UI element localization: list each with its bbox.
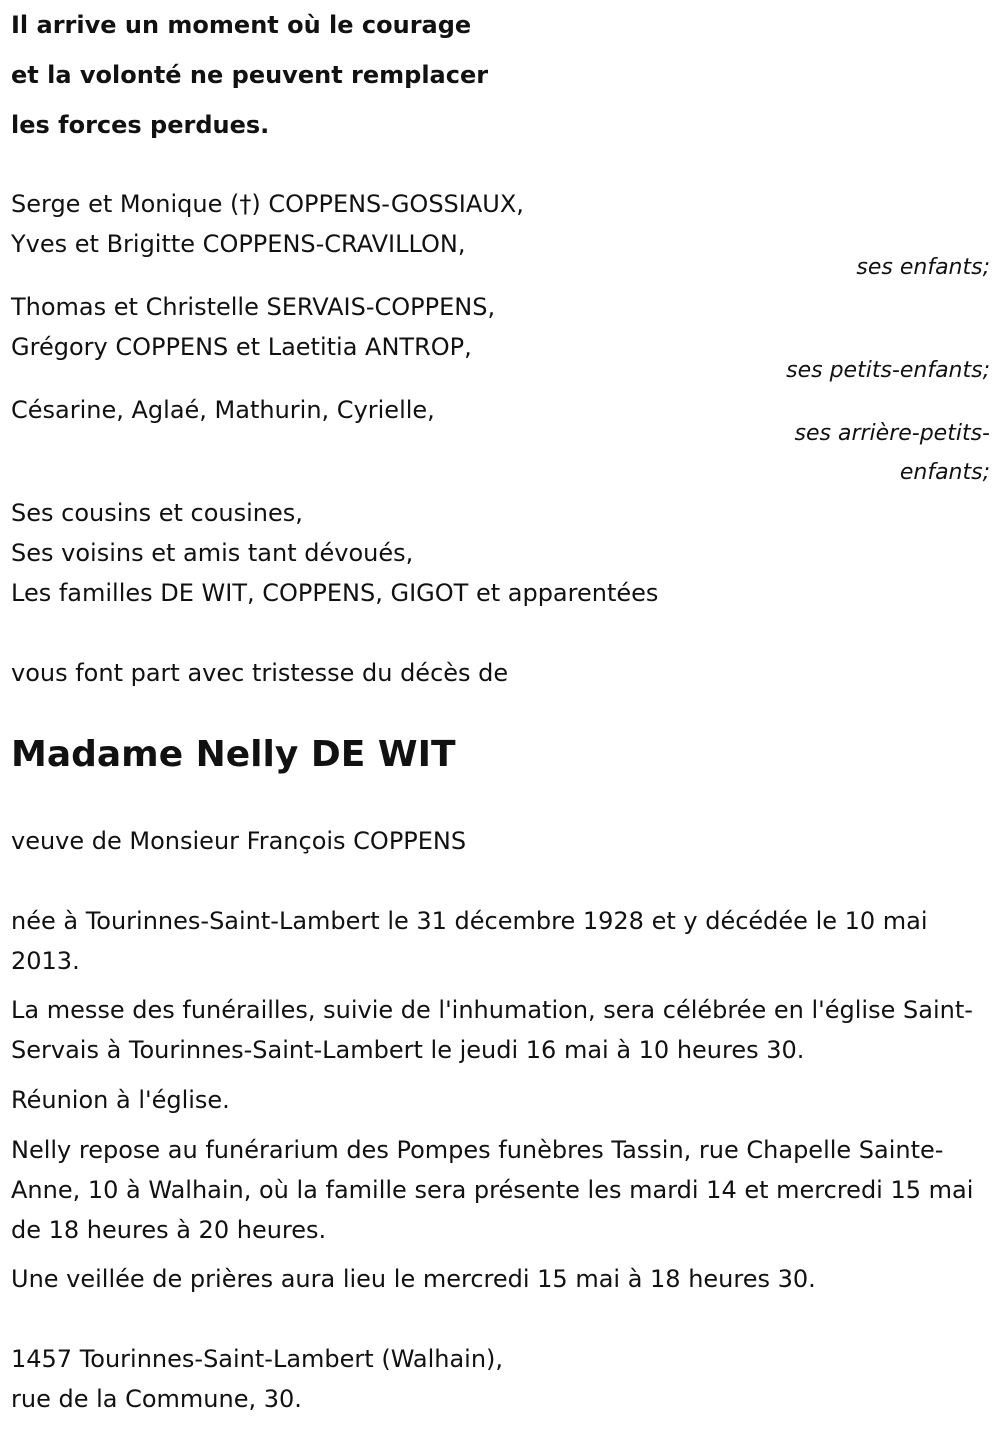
- birth-death-paragraph: née à Tourinnes-Saint-Lambert le 31 décembre 1928 et y décédée le 10 mai 2013.: [11, 907, 928, 975]
- grandchildren-line-2: Grégory COPPENS et Laetitia ANTROP,: [11, 333, 472, 361]
- address-line-1: 1457 Tourinnes-Saint-Lambert (Walhain),: [11, 1345, 504, 1373]
- great-grandchildren-line-1: Césarine, Aglaé, Mathurin, Cyrielle,: [11, 396, 435, 424]
- widow-of-text: veuve de Monsieur François COPPENS: [11, 827, 467, 855]
- grandchildren-role: ses petits-enfants;: [786, 358, 990, 383]
- funeral-mass-paragraph: La messe des funérailles, suivie de l'inhumation, sera célébrée en l'église Saint-Servais à Tourinnes-Saint-Lambert le jeudi 16 mai à 10 heures 30.: [11, 996, 973, 1064]
- great-grandchildren-role-1: ses arrière-petits-: [794, 421, 990, 446]
- children-line-2: Yves et Brigitte COPPENS-CRAVILLON,: [11, 230, 466, 258]
- others-line-3: Les familles DE WIT, COPPENS, GIGOT et apparentées: [11, 579, 659, 607]
- others-line-1: Ses cousins et cousines,: [11, 499, 303, 527]
- vigil-paragraph: Une veillée de prières aura lieu le mercredi 15 mai à 18 heures 30.: [11, 1265, 816, 1293]
- quote-line-2: et la volonté ne peuvent remplacer: [11, 61, 489, 89]
- great-grandchildren-role-2: enfants;: [899, 460, 990, 485]
- others-line-2: Ses voisins et amis tant dévoués,: [11, 539, 414, 567]
- announcement-text: vous font part avec tristesse du décès de: [11, 659, 509, 687]
- children-line-1: Serge et Monique (†) COPPENS-GOSSIAUX,: [11, 190, 524, 218]
- repose-paragraph: Nelly repose au funérarium des Pompes funèbres Tassin, rue Chapelle Sainte-Anne, 10 à Walhain, où la famille sera présente les mardi 14 et mercredi 15 mai de 18 heures à 20 heures.: [11, 1136, 974, 1244]
- deceased-name: Madame Nelly DE WIT: [11, 734, 456, 775]
- meeting-paragraph: Réunion à l'église.: [11, 1086, 230, 1114]
- quote-line-3: les forces perdues.: [11, 111, 270, 139]
- address-line-2: rue de la Commune, 30.: [11, 1385, 302, 1413]
- quote-line-1: Il arrive un moment où le courage: [11, 11, 472, 39]
- children-role: ses enfants;: [856, 255, 990, 280]
- grandchildren-line-1: Thomas et Christelle SERVAIS-COPPENS,: [11, 293, 496, 321]
